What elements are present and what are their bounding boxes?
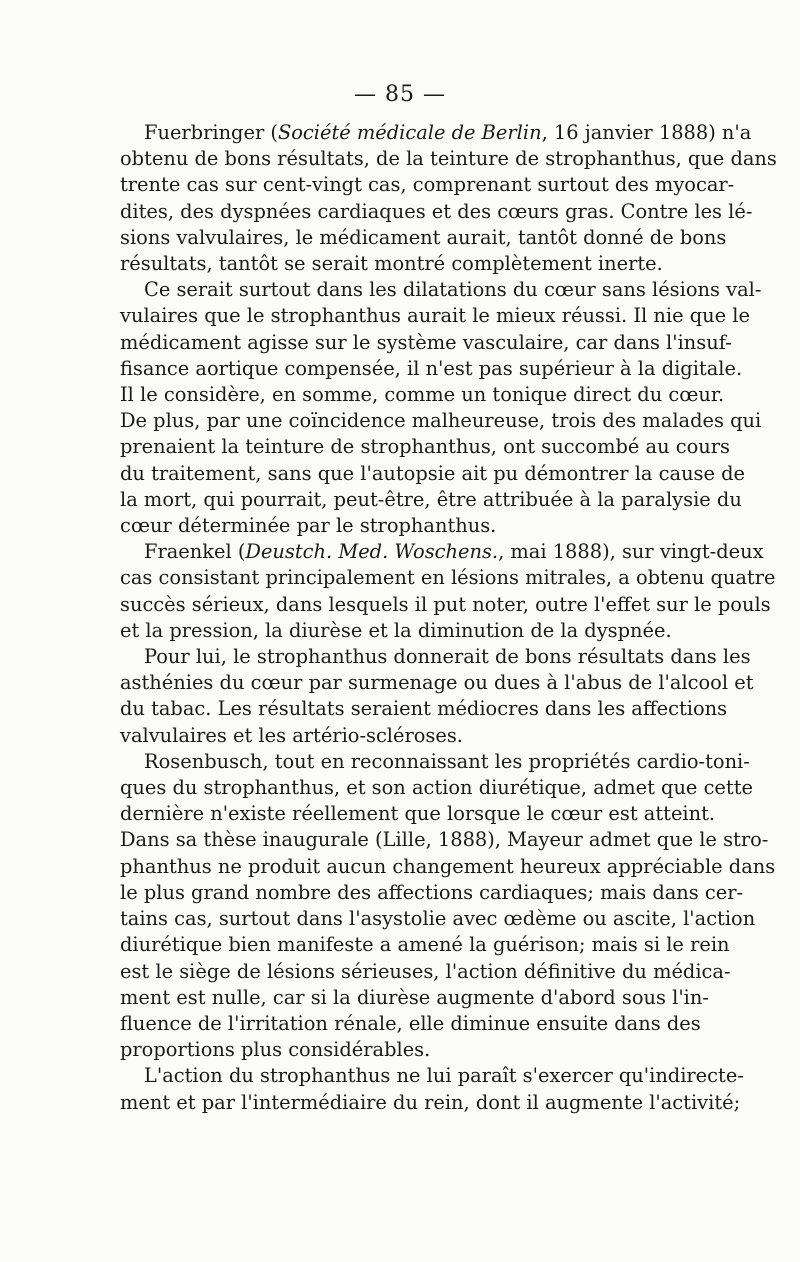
text-segment: proportions plus considérables. (120, 1038, 431, 1062)
citation-title: Société médicale de Berlin (277, 121, 542, 144)
text-line (120, 932, 730, 958)
text-line (120, 723, 680, 749)
text-line (120, 434, 730, 460)
text-line (120, 565, 776, 591)
page-number: — 85 — (354, 82, 446, 107)
text-segment: médicament agisse sur le système vasculaire, car dans l'insuf- (120, 330, 732, 354)
text-line (120, 670, 754, 696)
text-line (120, 906, 756, 932)
text-segment: diurétique bien manifeste a amené la guérison; mais si le rein (120, 933, 730, 957)
text-segment: obtenu de bons résultats, de la teinture de strophanthus, que dans (120, 147, 777, 171)
text-segment: ment est nulle, car si la diurèse augmente d'abord sous l'in- (120, 985, 709, 1009)
text-segment: sions valvulaires, le médicament aurait, tantôt donné de bons (120, 225, 727, 249)
text-line (120, 487, 742, 513)
text-line (120, 382, 725, 408)
text-line (120, 461, 746, 487)
text-segment: tains cas, surtout dans l'asystolie avec œdème ou ascite, l'action (120, 907, 756, 931)
text-line (120, 880, 744, 906)
text-segment: Il le considère, en somme, comme un tonique direct du cœur. (120, 383, 725, 407)
text-segment: dites, des dyspnées cardiaques et des cœurs gras. Contre les lé- (120, 199, 753, 223)
text-line (120, 277, 762, 303)
text-segment: prenaient la teinture de strophanthus, ont succombé au cours (120, 435, 730, 459)
text-segment: résultats, tantôt se serait montré complètement inerte. (120, 252, 663, 276)
text-segment: Rosenbusch, tout en reconnaissant les propriétés cardio-toni- (144, 749, 750, 773)
text-segment: la mort, qui pourrait, peut-être, être attribuée à la paralysie du (120, 487, 742, 511)
text-segment: Dans sa thèse inaugurale (Lille, 1888), Mayeur admet que le stro- (120, 828, 769, 852)
text-segment: Ce serait surtout dans les dilatations du cœur sans lésions val- (144, 278, 762, 302)
text-line (120, 120, 752, 146)
text-line (120, 592, 771, 618)
text-segment: le plus grand nombre des affections cardiaques; mais dans cer- (120, 880, 744, 904)
text-segment: , 16 janvier 1888) n'a (541, 121, 752, 144)
text-line (120, 775, 753, 801)
text-segment: cœur déterminée par le strophanthus. (120, 514, 497, 538)
text-segment: du tabac. Les résultats seraient médiocres dans les affections (120, 697, 728, 721)
text-segment: dernière n'existe réellement que lorsque le cœur est atteint. (120, 802, 716, 826)
text-line (120, 1037, 680, 1063)
text-line (120, 225, 727, 251)
text-line (120, 801, 716, 827)
text-line (120, 854, 776, 880)
text-segment: ment et par l'intermédiaire du rein, dont il augmente l'activité; (120, 1090, 741, 1114)
text-segment: cas consistant principalement en lésions mitrales, a obtenu quatre (120, 566, 776, 590)
text-segment: Fraenkel ( (144, 540, 246, 564)
text-line (120, 1090, 741, 1116)
body-text (120, 120, 777, 1116)
text-line (120, 330, 732, 356)
text-segment: fluence de l'irritation rénale, elle diminue ensuite dans des (120, 1011, 701, 1035)
text-segment: asthénies du cœur par surmenage ou dues à l'abus de l'alcool et (120, 671, 754, 695)
text-line (120, 827, 769, 853)
text-segment: succès sérieux, dans lesquels il put noter, outre l'effet sur le pouls (120, 592, 771, 616)
text-segment: valvulaires et les artério-scléroses. (120, 723, 463, 747)
text-segment: ques du strophanthus, et son action diurétique, admet que cette (120, 776, 753, 800)
text-line (120, 251, 680, 277)
text-line (120, 199, 753, 225)
text-line (120, 959, 731, 985)
text-segment: fisance aortique compensée, il n'est pas supérieur à la digitale. (120, 356, 743, 380)
text-line (120, 618, 680, 644)
text-line (120, 985, 709, 1011)
text-line (120, 696, 728, 722)
text-line (120, 172, 735, 198)
text-segment: , mai 1888), sur vingt-deux (498, 540, 764, 564)
text-line (120, 146, 777, 172)
text-segment: trente cas sur cent-vingt cas, comprenant surtout des myocar- (120, 173, 735, 197)
text-segment: Fuerbringer ( (144, 121, 278, 144)
citation-title: Deustch. Med. Woschens. (245, 540, 499, 564)
text-segment: vulaires que le strophanthus aurait le mieux réussi. Il nie que le (120, 304, 750, 328)
text-segment: Pour lui, le strophanthus donnerait de bons résultats dans les (144, 645, 751, 669)
text-line (120, 356, 743, 382)
text-segment: L'action du strophanthus ne lui paraît s'exercer qu'indirecte- (144, 1064, 744, 1088)
text-line (120, 303, 750, 329)
text-segment: et la pression, la diurèse et la diminution de la dyspnée. (120, 618, 672, 642)
text-line (120, 513, 680, 539)
text-segment: De plus, par une coïncidence malheureuse, trois des malades qui (120, 409, 762, 433)
text-segment: phanthus ne produit aucun changement heureux appréciable dans (120, 854, 776, 878)
text-line (120, 749, 750, 775)
text-line (120, 1011, 701, 1037)
text-line (120, 1063, 744, 1089)
text-line (120, 408, 762, 434)
text-segment: du traitement, sans que l'autopsie ait pu démontrer la cause de (120, 461, 746, 485)
text-segment: est le siège de lésions sérieuses, l'action définitive du médica- (120, 959, 731, 983)
text-line (120, 539, 764, 565)
text-line (120, 644, 751, 670)
